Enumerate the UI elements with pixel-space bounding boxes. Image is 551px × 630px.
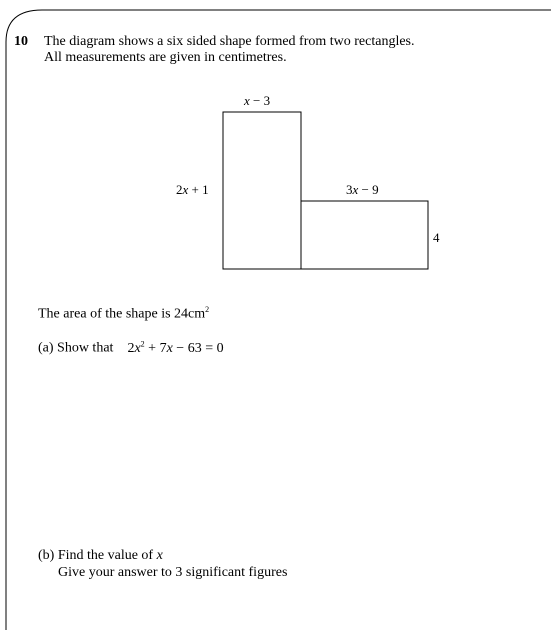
part-b-question (38, 547, 287, 564)
part-a-equation (127, 341, 223, 356)
part-b (38, 547, 287, 581)
part-b-label: (b) Find the value of (38, 548, 154, 563)
intro-line-1: The diagram shows a six sided shape formed from two rectangles. (44, 34, 415, 49)
left-height-label: 2x + 1 (176, 182, 209, 197)
right-height-label: 4 (433, 230, 440, 245)
equation-coefficient: 2x (127, 340, 141, 356)
part-a-label: (a) Show that (38, 340, 114, 356)
part-a (38, 339, 224, 357)
area-unit-exponent: 2 (205, 305, 210, 314)
part-b-variable: x (156, 548, 163, 563)
area-statement-text: The area of the shape is 24cm (38, 306, 206, 322)
tall-rectangle (223, 112, 301, 269)
area-statement (38, 305, 209, 323)
top-width-label: x − 3 (244, 93, 271, 108)
wide-rectangle (301, 201, 428, 269)
right-width-label: 3x − 9 (346, 182, 379, 197)
equation-rest: + 7x − 63 = 0 (148, 340, 224, 356)
part-b-instruction: Give your answer to 3 significant figures (58, 565, 288, 580)
question-number: 10 (14, 34, 28, 49)
equation-exponent: 2 (140, 339, 145, 348)
intro-line-2: All measurements are given in centimetres. (44, 50, 287, 65)
